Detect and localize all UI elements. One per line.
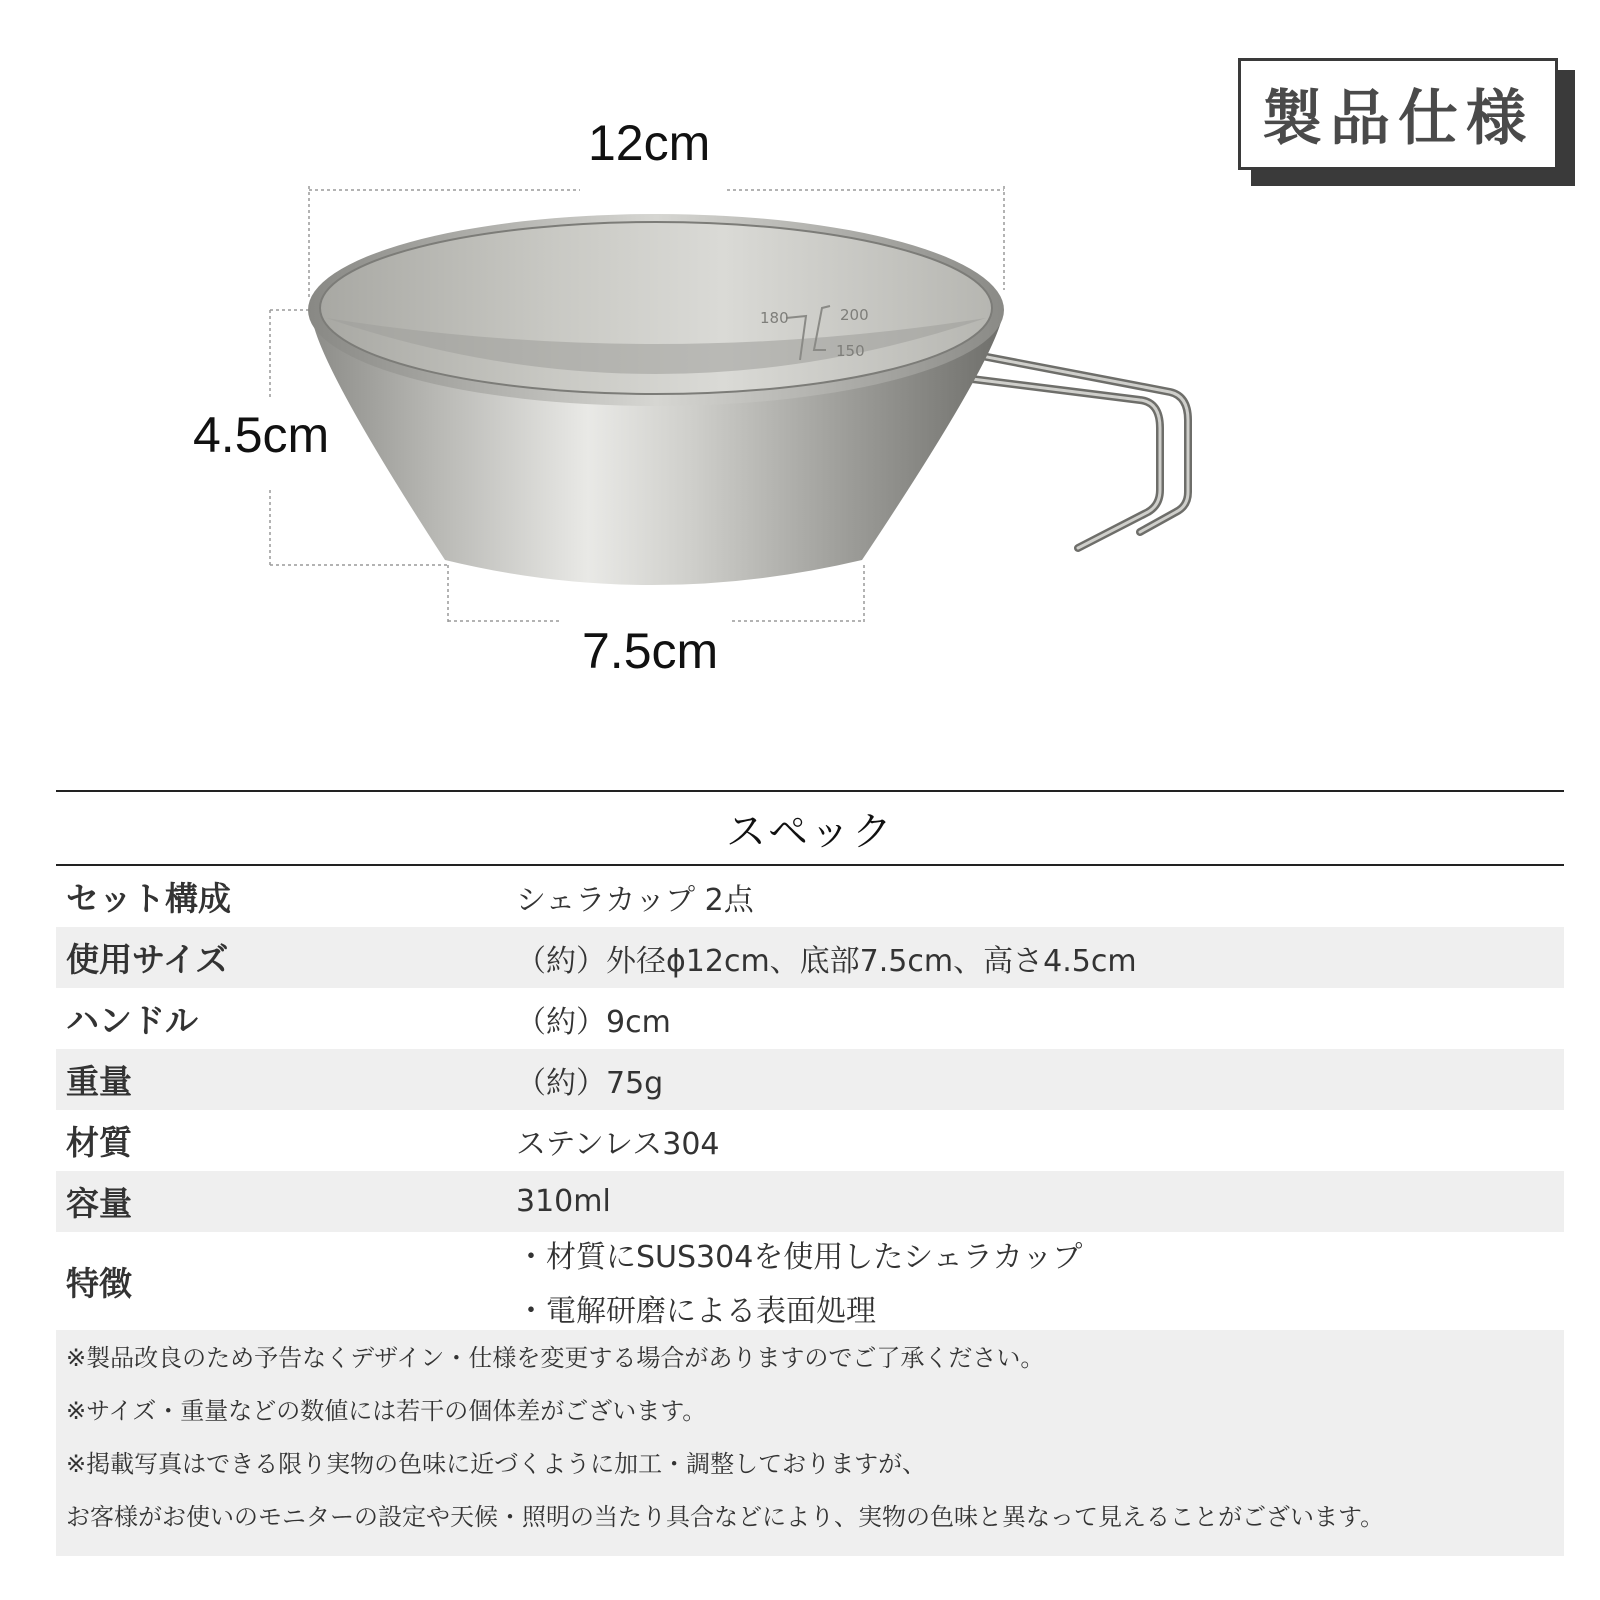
base-width-label: 7.5cm [582,623,719,679]
product-image [0,0,1600,700]
spec-row-size [56,927,1564,988]
spec-label: 重量 [66,1062,132,1101]
note-line: お客様がお使いのモニターの設定や天候・照明の当たり具合などにより、実物の色味と異なって見えることがございます。 [66,1503,1385,1531]
spec-value-list [516,1232,1082,1330]
spec-row-capacity [56,1171,1564,1232]
spec-label: セット構成 [66,879,231,918]
height-label: 4.5cm [193,407,330,463]
spec-label: ハンドル [66,1001,198,1040]
spec-row-material [56,1110,1564,1171]
notes-section [56,1330,1564,1556]
spec-title-row [56,790,1564,866]
spec-value: （約）75g [516,1065,664,1101]
feature-item: ・電解研磨による表面処理 [516,1294,876,1329]
spec-row-handle [56,988,1564,1049]
note-line: ※製品改良のため予告なくデザイン・仕様を変更する場合がありますのでご了承ください。 [66,1344,1045,1372]
rim-width-label: 12cm [588,115,711,171]
mark-150: 150 [836,342,865,360]
spec-value: ステンレス304 [516,1126,720,1162]
mark-180: 180 [760,309,789,327]
spec-label: 使用サイズ [66,940,229,979]
spec-row-weight [56,1049,1564,1110]
spec-label: 特徴 [66,1263,132,1303]
spec-value: 310ml [516,1184,611,1219]
spec-label: 容量 [66,1184,132,1223]
feature-item: ・材質にSUS304を使用したシェラカップ [516,1240,1083,1275]
spec-row-features [56,1232,1564,1330]
spec-title: スペック [726,808,894,855]
spec-table [56,790,1564,1556]
spec-value: （約）9cm [516,1004,671,1040]
note-line: ※サイズ・重量などの数値には若干の個体差がございます。 [66,1397,707,1425]
spec-row-set [56,866,1564,927]
badge-title: 製品仕様 [1262,84,1534,154]
spec-value: シェラカップ 2点 [516,882,754,918]
note-line: ※掲載写真はできる限り実物の色味に近づくように加工・調整しておりますが、 [66,1450,927,1478]
spec-label: 材質 [66,1123,132,1162]
mark-200: 200 [840,306,869,324]
spec-value: （約）外径ϕ12cm、底部7.5cm、高さ4.5cm [516,943,1137,979]
